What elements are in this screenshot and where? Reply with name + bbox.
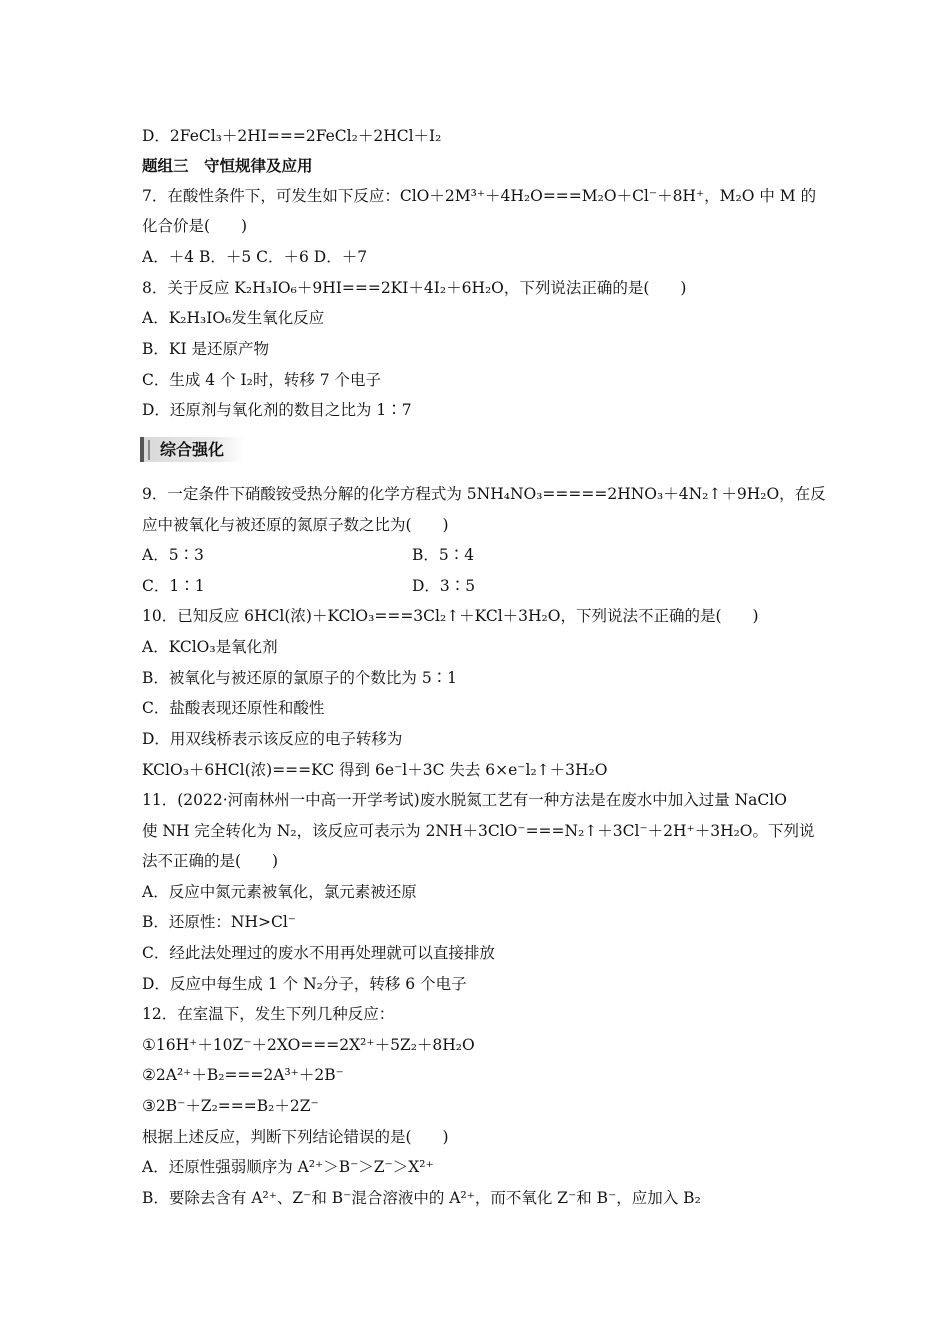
q9-stem-line2: 应中被氧化与被还原的氮原子数之比为( ) bbox=[142, 516, 449, 534]
section-title: 综合强化 bbox=[160, 440, 225, 459]
q12-option-b: B．要除去含有 A²⁺、Z⁻和 B⁻混合溶液中的 A²⁺，而不氧化 Z⁻和 B⁻，应加入 B₂ bbox=[142, 1189, 701, 1207]
q8-option-d: D．还原剂与氧化剂的数目之比为 1∶7 bbox=[142, 401, 412, 419]
q8-option-b: B．KI 是还原产物 bbox=[142, 340, 270, 358]
q11-option-a: A．反应中氮元素被氧化，氯元素被还原 bbox=[142, 883, 417, 901]
q10-option-b: B．被氧化与被还原的氯原子的个数比为 5∶1 bbox=[142, 669, 458, 687]
q12-option-a: A．还原性强弱顺序为 A²⁺＞B⁻＞Z⁻＞X²⁺ bbox=[142, 1158, 434, 1176]
q7-stem-line1: 7．在酸性条件下，可发生如下反应：ClO＋2M³⁺＋4H₂O===M₂O＋Cl⁻＋8H⁺，M₂O 中 M 的 bbox=[142, 187, 817, 205]
q8-option-c: C．生成 4 个 I₂时，转移 7 个电子 bbox=[142, 371, 382, 389]
q11-stem-line2: 使 NH 完全转化为 N₂，该反应可表示为 2NH＋3ClO⁻===N₂↑＋3Cl⁻＋2H⁺＋3H₂O。下列说 bbox=[142, 822, 815, 840]
q12-stem: 12．在室温下，发生下列几种反应： bbox=[142, 1005, 395, 1023]
q9-option-b: B．5∶4 bbox=[412, 546, 475, 564]
q11-option-d: D．反应中每生成 1 个 N₂分子，转移 6 个电子 bbox=[142, 975, 467, 993]
q9-option-d: D．3∶5 bbox=[412, 577, 476, 595]
q12-reaction-1: ①16H⁺＋10Z⁻＋2XO===2X²⁺＋5Z₂＋8H₂O bbox=[142, 1036, 475, 1054]
q11-stem-line3: 法不正确的是( ) bbox=[142, 852, 279, 870]
q7-stem-line2: 化合价是( ) bbox=[142, 217, 248, 235]
q12-reaction-3: ③2B⁻＋Z₂===B₂＋2Z⁻ bbox=[142, 1097, 319, 1115]
section-banner-bar bbox=[148, 440, 150, 460]
q9-option-c: C．1∶1 bbox=[142, 577, 205, 595]
q7-options: A．＋4 B．＋5 C．＋6 D．＋7 bbox=[142, 248, 368, 266]
q10-stem: 10．已知反应 6HCl(浓)＋KClO₃===3Cl₂↑＋KCl＋3H₂O，下列说法不正确的是( ) bbox=[142, 607, 759, 625]
q8-stem: 8．关于反应 K₂H₃IO₆＋9HI===2KI＋4I₂＋6H₂O，下列说法正确的是( ) bbox=[142, 279, 687, 297]
q6-option-d: D．2FeCl₃＋2HI===2FeCl₂＋2HCl＋I₂ bbox=[142, 127, 442, 145]
q9-stem-line1: 9．一定条件下硝酸铵受热分解的化学方程式为 5NH₄NO₃=====2HNO₃＋4N₂↑＋9H₂O，在反 bbox=[142, 485, 826, 503]
q10-equation: KClO₃＋6HCl(浓)===KC 得到 6e⁻l＋3C 失去 6×e⁻l₂↑＋3H₂O bbox=[142, 761, 608, 779]
q12-reaction-2: ②2A²⁺＋B₂===2A³⁺＋2B⁻ bbox=[142, 1066, 344, 1084]
q10-option-a: A．KClO₃是氧化剂 bbox=[142, 638, 278, 656]
q12-question: 根据上述反应，判断下列结论错误的是( ) bbox=[142, 1128, 449, 1146]
q11-option-b: B．还原性：NH>Cl⁻ bbox=[142, 913, 296, 931]
q9-option-a: A．5∶3 bbox=[142, 546, 204, 564]
q10-option-c: C．盐酸表现还原性和酸性 bbox=[142, 699, 325, 717]
q11-option-c: C．经此法处理过的废水不用再处理就可以直接排放 bbox=[142, 944, 495, 962]
q10-option-d: D．用双线桥表示该反应的电子转移为 bbox=[142, 730, 403, 748]
group3-heading: 题组三 守恒规律及应用 bbox=[142, 157, 313, 175]
q8-option-a: A．K₂H₃IO₆发生氧化反应 bbox=[142, 309, 325, 327]
q11-stem-line1: 11．(2022·河南林州一中高一开学考试)废水脱氮工艺有一种方法是在废水中加入过量 NaClO bbox=[142, 791, 787, 809]
